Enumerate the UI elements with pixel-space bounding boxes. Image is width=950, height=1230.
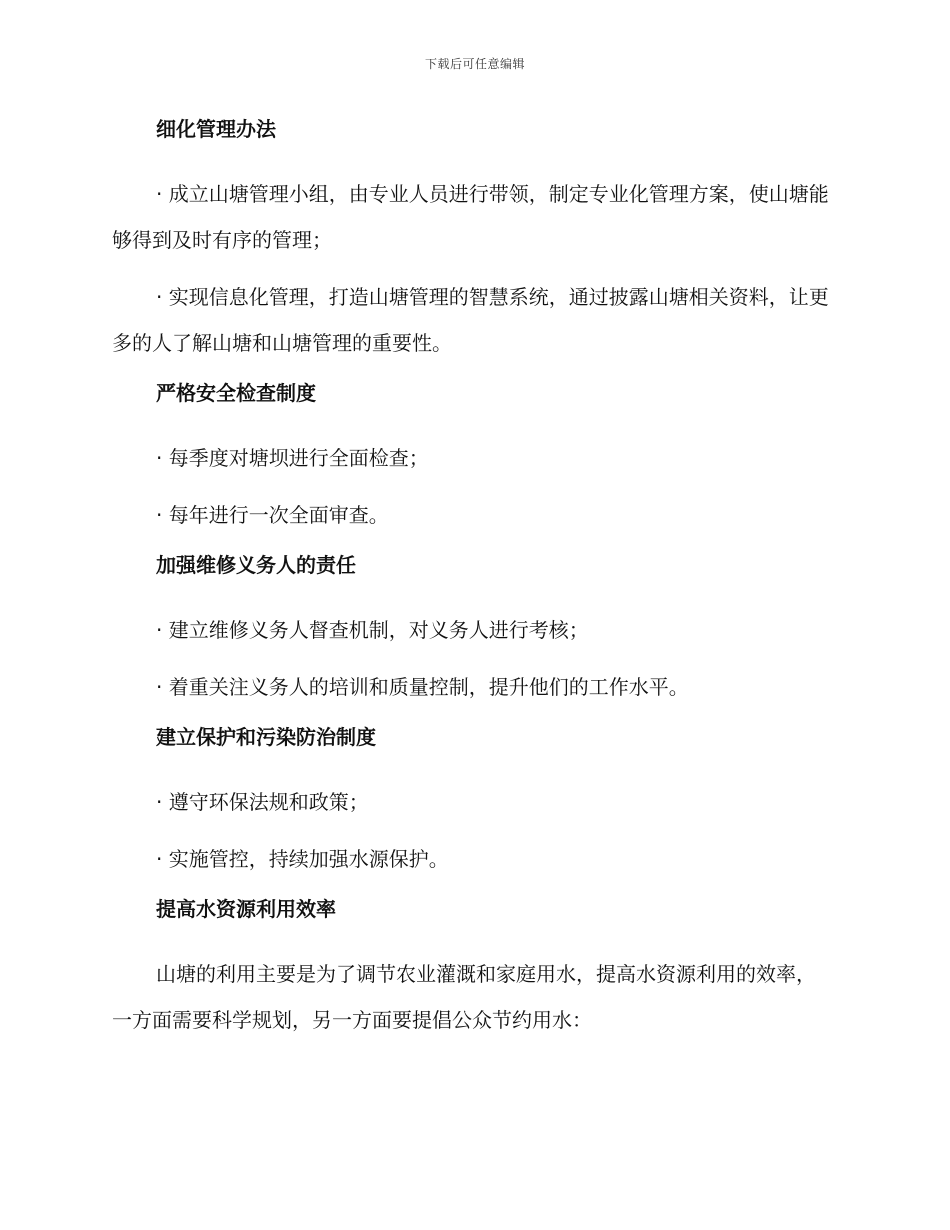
section-heading: 加强维修义务人的责任: [156, 553, 356, 577]
bullet-paragraph: · 每年进行一次全面审查。: [156, 503, 389, 527]
section-heading: 提高水资源利用效率: [156, 897, 336, 921]
bullet-paragraph: · 实现信息化管理，打造山塘管理的智慧系统，通过披露山塘相关资料，让更多的人了解山塘和山塘管理的重要性。: [112, 285, 829, 355]
section-heading: 严格安全检查制度: [156, 381, 316, 405]
bullet-paragraph: · 遵守环保法规和政策；: [156, 790, 369, 814]
bullet-paragraph: · 着重关注义务人的培训和质量控制，提升他们的工作水平。: [156, 675, 689, 699]
bullet-paragraph: · 实施管控，持续加强水源保护。: [156, 847, 449, 871]
page-header-note: 下载后可任意编辑: [424, 57, 525, 71]
bullet-paragraph: · 建立维修义务人督查机制，对义务人进行考核；: [156, 618, 589, 642]
bullet-paragraph: · 每季度对塘坝进行全面检查；: [156, 446, 429, 470]
section-heading: 建立保护和污染防治制度: [156, 725, 376, 749]
bullet-paragraph: · 成立山塘管理小组，由专业人员进行带领，制定专业化管理方案，使山塘能够得到及时有序的管理；: [112, 182, 829, 252]
body-paragraph: 山塘的利用主要是为了调节农业灌溉和家庭用水，提高水资源利用的效率，一方面需要科学规划，另一方面要提倡公众节约用水：: [112, 962, 816, 1032]
section-heading: 细化管理办法: [156, 117, 276, 141]
document-body: [112, 113, 832, 1054]
